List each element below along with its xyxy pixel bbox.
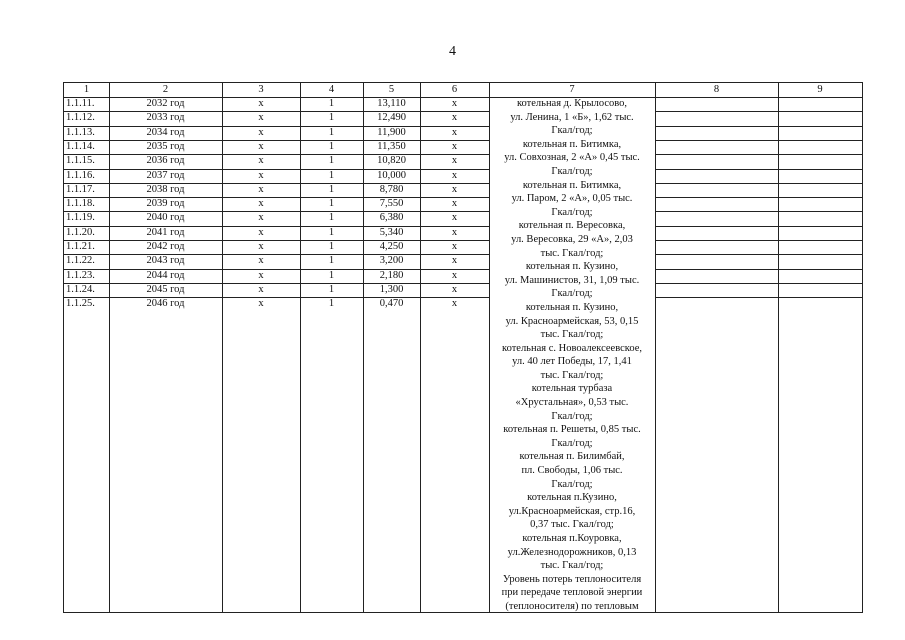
col7-line: котельная п. Вересовка,: [518, 220, 626, 232]
table-cell-c4: 1: [328, 183, 335, 195]
table-cell-c3: х: [258, 283, 264, 295]
table-cell-year: 2036 год: [146, 155, 185, 167]
header-col-8: 8: [713, 84, 720, 95]
table-cell-c3: х: [258, 98, 264, 109]
table-cell-num: 1.1.12.: [66, 112, 95, 124]
table-cell-num: 1.1.13.: [66, 126, 95, 138]
table-cell-c3: х: [258, 198, 264, 210]
row-border-right: [655, 297, 862, 298]
table-cell-c4: 1: [328, 198, 335, 210]
col7-line: котельная турбаза: [531, 383, 613, 395]
col7-line: котельная п. Решеты, 0,85 тыс.: [503, 424, 641, 436]
table-cell-num: 1.1.14.: [66, 140, 95, 152]
col7-line: Гкал/год;: [551, 206, 593, 218]
col7-line: ул. Вересовка, 29 «А», 2,03: [511, 233, 633, 245]
col7-line: Гкал/год;: [551, 288, 593, 300]
table-cell-c4: 1: [328, 269, 335, 281]
table-cell-num: 1.1.15.: [66, 155, 95, 167]
col7-line: Гкал/год;: [551, 410, 593, 422]
table-cell-c3: х: [258, 241, 264, 252]
col-divider: [655, 83, 656, 612]
table-cell-c5: 13,110: [377, 98, 406, 109]
header-col-9: 9: [817, 84, 823, 95]
table-cell-c6: х: [451, 283, 458, 295]
table-cell-year: 2041 год: [146, 226, 185, 238]
col7-line: котельная п. Билимбай,: [519, 451, 625, 463]
table-cell-c5: 8,780: [379, 183, 404, 195]
table-cell-c4: 1: [328, 283, 335, 295]
header-col-7: 7: [569, 84, 575, 95]
table-cell-c3: х: [258, 183, 264, 195]
row-border-right: [655, 269, 862, 270]
table-cell-c5: 6,380: [379, 212, 404, 224]
row-border-right: [655, 169, 862, 170]
page-number: 4: [449, 44, 456, 59]
col7-line: Уровень потерь теплоносителя: [502, 573, 642, 585]
col7-line: тыс. Гкал/год;: [540, 369, 604, 381]
table-cell-c5: 2,180: [379, 269, 404, 281]
col7-line: «Хрустальная», 0,53 тыс.: [515, 397, 629, 409]
row-border-right: [655, 183, 862, 184]
table-cell-num: 1.1.23.: [66, 269, 95, 281]
header-col-4: 4: [328, 84, 335, 95]
table-cell-c4: 1: [328, 298, 335, 310]
col7-line: котельная п. Битимка,: [522, 138, 622, 150]
table-cell-c3: х: [258, 112, 264, 124]
col7-description: [489, 97, 655, 614]
row-border-right: [655, 254, 862, 255]
col7-line: тыс. Гкал/год;: [540, 329, 604, 341]
table-cell-c4: 1: [328, 169, 335, 181]
col7-line: Гкал/год;: [551, 165, 593, 177]
table-cell-c6: х: [451, 241, 458, 252]
table-cell-year: 2040 год: [146, 212, 185, 224]
table-cell-c6: х: [451, 226, 458, 238]
table-cell-num: 1.1.16.: [66, 169, 95, 181]
table-cell-year: 2037 год: [146, 169, 185, 181]
row-border-right: [655, 211, 862, 212]
table-cell-num: 1.1.25.: [66, 298, 95, 310]
table-cell-c5: 7,550: [379, 198, 404, 210]
row-border-right: [655, 111, 862, 112]
col7-line: ул. Красноармейская, 53, 0,15: [505, 315, 639, 327]
col7-line: пл. Свободы, 1,06 тыс.: [521, 465, 623, 477]
table-cell-c5: 3,200: [379, 255, 404, 267]
table-cell-c6: х: [451, 169, 458, 181]
table-cell-c5: 11,900: [377, 126, 406, 138]
col7-line: котельная п. Кузино,: [525, 261, 619, 273]
table-cell-c4: 1: [328, 241, 335, 252]
col7-line: Гкал/год;: [551, 437, 593, 449]
table-cell-year: 2043 год: [146, 255, 185, 267]
row-border-right: [655, 197, 862, 198]
table-cell-c5: 10,820: [377, 155, 406, 167]
col7-line: тыс. Гкал/год;: [540, 560, 604, 572]
table-cell-c4: 1: [328, 112, 335, 124]
table-cell-c4: 1: [328, 98, 335, 109]
table-cell-year: 2035 год: [146, 140, 185, 152]
table-cell-c6: х: [451, 112, 458, 124]
table-cell-c3: х: [258, 212, 264, 224]
col7-line: ул. Ленина, 1 «Б», 1,62 тыс.: [510, 111, 634, 123]
table-cell-c3: х: [258, 298, 264, 310]
col7-line: ул. Совхозная, 2 «А» 0,45 тыс.: [504, 152, 640, 164]
table-cell-year: 2038 год: [146, 183, 185, 195]
col-divider: [778, 83, 779, 612]
col7-line: (теплоносителя) по тепловым: [505, 600, 639, 612]
table-cell-c5: 11,350: [377, 140, 406, 152]
table-cell-c4: 1: [328, 140, 335, 152]
col7-line: котельная п.Коуровка,: [522, 533, 622, 544]
table-cell-num: 1.1.21.: [66, 241, 95, 252]
table-cell-c4: 1: [328, 212, 335, 224]
col7-line: котельная п. Битимка,: [522, 179, 622, 191]
table-cell-num: 1.1.22.: [66, 255, 95, 267]
table-cell-c5: 0,470: [379, 298, 404, 310]
row-border-right: [655, 226, 862, 227]
col7-line: 0,37 тыс. Гкал/год;: [530, 519, 614, 531]
table-cell-c6: х: [451, 212, 458, 224]
table-cell-c3: х: [258, 140, 264, 152]
table-cell-c5: 10,000: [377, 169, 406, 181]
table-cell-c6: х: [451, 126, 458, 138]
table-cell-c4: 1: [328, 126, 335, 138]
row-border-right: [655, 283, 862, 284]
table-cell-num: 1.1.11.: [66, 98, 95, 109]
header-col-3: 3: [258, 84, 264, 95]
col7-line: Гкал/год;: [551, 478, 593, 490]
table-cell-c6: х: [451, 298, 458, 310]
col7-line: ул.Железнодорожников, 0,13: [507, 546, 637, 558]
table-cell-c3: х: [258, 269, 264, 281]
row-border-right: [655, 240, 862, 241]
table-cell-year: 2044 год: [146, 269, 185, 281]
table-cell-year: 2042 год: [146, 241, 185, 252]
table-cell-c6: х: [451, 183, 458, 195]
table-cell-num: 1.1.19.: [66, 212, 95, 224]
row-border-right: [655, 154, 862, 155]
table-cell-num: 1.1.18.: [66, 198, 95, 210]
table-cell-year: 2045 год: [146, 283, 185, 295]
table-cell-c5: 1,300: [379, 283, 404, 295]
data-table: [63, 82, 863, 613]
table-cell-c4: 1: [328, 226, 335, 238]
col7-line: ул. Машинистов, 31, 1,09 тыс.: [504, 274, 640, 286]
table-cell-c6: х: [451, 140, 458, 152]
table-cell-c5: 4,250: [379, 241, 404, 252]
table-cell-c3: х: [258, 169, 264, 181]
col7-line: ул. 40 лет Победы, 17, 1,41: [512, 356, 632, 368]
table-cell-c3: х: [258, 226, 264, 238]
col7-line: Гкал/год;: [551, 125, 593, 137]
table-cell-year: 2033 год: [146, 112, 185, 124]
col7-line: котельная д. Крылосово,: [516, 98, 627, 109]
col7-line: при передаче тепловой энергии: [501, 587, 643, 599]
table-cell-num: 1.1.20.: [66, 226, 95, 238]
col7-line: ул. Паром, 2 «А», 0,05 тыс.: [511, 193, 633, 205]
header-col-1: 1: [83, 84, 90, 95]
row-border-right: [655, 126, 862, 127]
table-cell-year: 2039 год: [146, 198, 185, 210]
table-cell-c5: 12,490: [377, 112, 406, 124]
table-cell-c3: х: [258, 255, 264, 267]
header-col-2: 2: [162, 84, 169, 95]
row-border-right: [655, 140, 862, 141]
header-col-6: 6: [451, 84, 458, 95]
table-cell-c6: х: [451, 198, 458, 210]
table-cell-num: 1.1.24.: [66, 283, 95, 295]
table-cell-c3: х: [258, 126, 264, 138]
col7-line: котельная п. Кузино,: [525, 301, 619, 313]
table-cell-year: 2046 год: [146, 298, 185, 310]
table-cell-c5: 5,340: [379, 226, 404, 238]
table-cell-c6: х: [451, 155, 458, 167]
table-cell-year: 2034 год: [146, 126, 185, 138]
col7-line: ул.Красноармейская, стр.16,: [508, 505, 636, 517]
table-cell-c6: х: [451, 269, 458, 281]
col7-line: тыс. Гкал/год;: [540, 247, 604, 259]
table-cell-c6: х: [451, 98, 458, 109]
header-col-5: 5: [388, 84, 395, 95]
table-cell-c4: 1: [328, 155, 335, 167]
col7-line: котельная п.Кузино,: [527, 492, 617, 504]
table-cell-year: 2032 год: [146, 98, 185, 109]
table-cell-num: 1.1.17.: [66, 183, 95, 195]
col7-line: котельная с. Новоалексеевское,: [502, 342, 642, 354]
table-cell-c3: х: [258, 155, 264, 167]
table-cell-c6: х: [451, 255, 458, 267]
table-cell-c4: 1: [328, 255, 335, 267]
